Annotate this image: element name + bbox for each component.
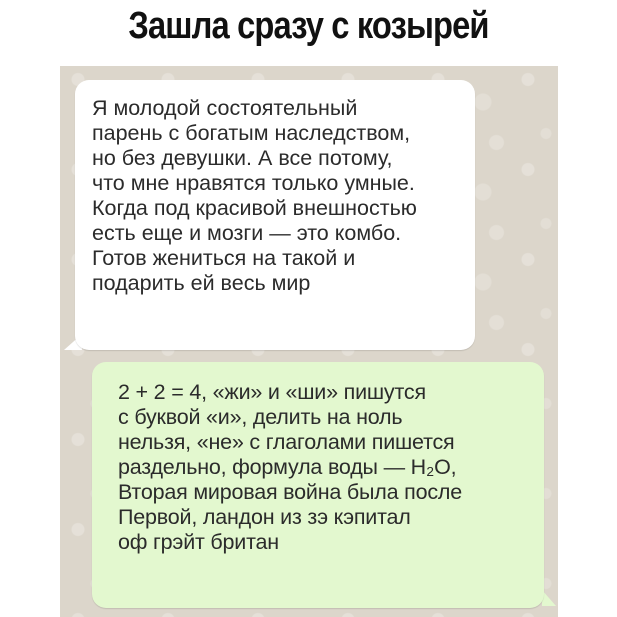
- chat-area: [60, 66, 558, 617]
- message-text-line: с буквой «и», делить на ноль: [118, 405, 403, 429]
- message-text-line: Вторая мировая война была после: [118, 480, 463, 504]
- message-text-line: Первой, ландон из зэ кэпитал: [118, 505, 411, 529]
- message-text-line: но без девушки. А все потому,: [92, 146, 393, 170]
- message-text-line: Когда под красивой внешностью: [92, 196, 417, 220]
- message-text-line: парень с богатым наследством,: [92, 121, 411, 145]
- outgoing-message-bubble[interactable]: [92, 362, 544, 608]
- message-text-line: нельзя, «не» с глаголами пишется: [118, 430, 455, 454]
- meme-title: Зашла сразу с козырей: [128, 5, 489, 47]
- message-text-line: оф грэйт британ: [118, 530, 279, 554]
- incoming-message-bubble[interactable]: [75, 80, 475, 350]
- message-text-line: Готов жениться на такой и: [92, 246, 356, 270]
- message-text-line: раздельно, формула воды — H₂O,: [118, 455, 457, 479]
- outgoing-bubble-tail: [542, 590, 556, 606]
- message-text-line: подарить ей весь мир: [92, 271, 311, 295]
- message-text-line: Я молодой состоятельный: [92, 96, 358, 120]
- message-text-line: есть еще и мозги — это комбо.: [92, 221, 402, 245]
- message-text-line: что мне нравятся только умные.: [92, 171, 415, 195]
- message-text-line: 2 + 2 = 4, «жи» и «ши» пишутся: [118, 380, 426, 404]
